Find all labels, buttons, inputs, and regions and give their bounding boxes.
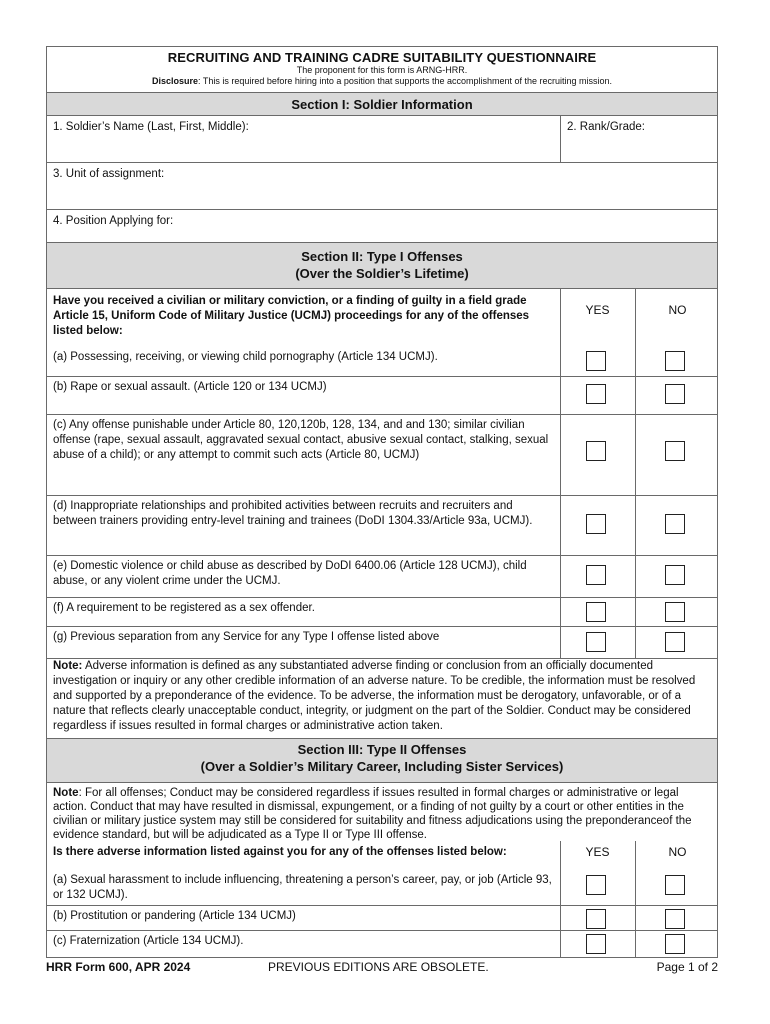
offense-text: (c) Fraternization (Article 134 UCMJ).: [53, 935, 244, 947]
section3-items: [47, 870, 717, 957]
disclosure-body: : This is required before hiring into a position that supports the accomplishment of the recruiting mission.: [197, 76, 613, 86]
proponent-text: The proponent for this form is ARNG-HRR.: [296, 65, 468, 75]
divider: [560, 347, 561, 376]
unit-assignment-field[interactable]: [47, 162, 717, 209]
divider: [635, 931, 636, 957]
offense-row: [47, 347, 717, 376]
divider: [560, 377, 561, 414]
offense-row: [47, 870, 717, 905]
section1-title: Section I: Soldier Information: [291, 97, 473, 112]
no-checkbox[interactable]: [665, 441, 685, 461]
offense-row: [47, 626, 717, 658]
yes-checkbox[interactable]: [586, 632, 606, 652]
divider: [560, 906, 561, 930]
section3-header: [47, 738, 717, 782]
divider: [560, 931, 561, 957]
section2-title: Section II: Type I Offenses: [301, 249, 463, 264]
form-footer: [46, 960, 718, 976]
divider: [560, 289, 561, 347]
divider: [560, 415, 561, 495]
section1-header: [47, 92, 717, 115]
no-checkbox[interactable]: [665, 934, 685, 954]
form-title: RECRUITING AND TRAINING CADRE SUITABILITY QUESTIONNAIRE: [167, 50, 597, 65]
no-checkbox[interactable]: [665, 875, 685, 895]
offense-text: (e) Domestic violence or child abuse as described by DoDI 6400.06 (Article 128 UCMJ), child abuse, or any violent crime under the UCMJ.: [53, 560, 527, 587]
form-header: [47, 47, 717, 92]
section3-note-row: [47, 782, 717, 870]
offense-text: (g) Previous separation from any Service for any Type I offense listed above: [53, 631, 440, 643]
section2-question: Have you received a civilian or military conviction, or a finding of guilty in a field grade Article 15, Uniform Code of Military Justice (UCMJ) proceedings for any of the offenses listed below:: [53, 295, 530, 337]
yes-checkbox[interactable]: [586, 875, 606, 895]
no-column-header: NO: [668, 845, 687, 859]
section3-title: Section III: Type II Offenses: [297, 742, 467, 757]
disclosure-label: Disclosure: [151, 76, 198, 86]
divider: [635, 415, 636, 495]
section2-note-label: Note:: [53, 660, 83, 672]
yes-checkbox[interactable]: [586, 514, 606, 534]
divider: [560, 598, 561, 626]
no-checkbox[interactable]: [665, 514, 685, 534]
offense-row: [47, 376, 717, 414]
rank-grade-field[interactable]: [561, 116, 717, 162]
no-checkbox[interactable]: [665, 351, 685, 371]
yes-checkbox[interactable]: [586, 565, 606, 585]
offense-text: (b) Prostitution or pandering (Article 134 UCMJ): [53, 910, 296, 922]
no-checkbox[interactable]: [665, 384, 685, 404]
disclosure-text: [47, 76, 717, 87]
divider: [635, 627, 636, 658]
offense-text: (a) Possessing, receiving, or viewing child pornography (Article 134 UCMJ).: [53, 351, 438, 363]
yes-checkbox[interactable]: [586, 441, 606, 461]
offense-text: (a) Sexual harassment to include influencing, threatening a person’s career, pay, or job (Article 93, or 132 UCMJ).: [53, 874, 552, 901]
section3-note: [47, 783, 717, 843]
offense-row: [47, 930, 717, 957]
no-checkbox[interactable]: [665, 565, 685, 585]
yes-checkbox[interactable]: [586, 602, 606, 622]
yes-checkbox[interactable]: [586, 909, 606, 929]
section3-subtitle: (Over a Soldier’s Military Career, Including Sister Services): [200, 759, 564, 774]
section2-header: [47, 242, 717, 288]
divider: [560, 870, 561, 905]
position-applying-label: 4. Position Applying for:: [53, 215, 174, 227]
offense-text: (f) A requirement to be registered as a sex offender.: [53, 602, 315, 614]
yes-checkbox[interactable]: [586, 351, 606, 371]
page-number: Page 1 of 2: [656, 960, 718, 974]
section2-subtitle: (Over the Soldier’s Lifetime): [295, 266, 469, 281]
position-applying-field[interactable]: [47, 209, 717, 242]
editions-notice: PREVIOUS EDITIONS ARE OBSOLETE.: [268, 960, 489, 974]
unit-assignment-label: 3. Unit of assignment:: [53, 168, 165, 180]
no-checkbox[interactable]: [665, 632, 685, 652]
section2-question-row: [47, 288, 717, 347]
section3-question: Is there adverse information listed against you for any of the offenses listed below:: [53, 846, 507, 858]
divider: [560, 627, 561, 658]
yes-column-header: YES: [585, 303, 610, 317]
no-column-header: NO: [668, 303, 687, 317]
divider: [560, 496, 561, 555]
yes-checkbox[interactable]: [586, 384, 606, 404]
divider: [635, 556, 636, 597]
rank-grade-label: 2. Rank/Grade:: [567, 121, 645, 133]
offense-text: (c) Any offense punishable under Article 80, 120,120b, 128, 134, and and 130; similar civilian offense (rape, sexual assault, aggravated sexual contact, abusive sexual contact, stalking, sexual abuse of a child); or any attempt to commit such acts (Article 80, UCMJ): [53, 419, 549, 461]
name-rank-row: [47, 115, 717, 162]
divider: [635, 289, 636, 347]
offense-text: (b) Rape or sexual assault. (Article 120 or 134 UCMJ): [53, 381, 327, 393]
yes-column-header: YES: [585, 845, 610, 859]
soldier-name-field[interactable]: [47, 116, 552, 162]
offense-row: [47, 597, 717, 626]
offense-row: [47, 495, 717, 555]
divider: [635, 870, 636, 905]
section2-note: [47, 658, 717, 738]
offense-row: [47, 414, 717, 495]
divider: [635, 906, 636, 930]
section3-note-text: : For all offenses; Conduct may be considered regardless if issues resulted in formal charges or administrative or legal action. Conduct that may have resulted in dismissal, expungement, or a finding of not guilty by a court or other entities in the civilian or military justice system may still be considered for suitability and fitness adjudications using the preponderanceof the evidence standard, but will be adjudicated as a Type II or Type III offense.: [53, 787, 692, 841]
no-checkbox[interactable]: [665, 602, 685, 622]
divider: [635, 347, 636, 376]
form-id: HRR Form 600, APR 2024: [46, 960, 191, 974]
no-checkbox[interactable]: [665, 909, 685, 929]
section3-note-label: Note: [53, 787, 79, 799]
divider: [560, 556, 561, 597]
divider: [635, 496, 636, 555]
yes-checkbox[interactable]: [586, 934, 606, 954]
offense-text: (d) Inappropriate relationships and prohibited activities between recruits and recruiters and between trainers providing entry-level training and trainees (DoDI 1304.33/Article 93a, UCMJ).: [53, 500, 533, 527]
soldier-name-label: 1. Soldier’s Name (Last, First, Middle):: [53, 121, 249, 133]
offense-row: [47, 555, 717, 597]
divider: [635, 377, 636, 414]
section2-items: [47, 347, 717, 658]
divider: [635, 598, 636, 626]
questionnaire-form: [46, 46, 718, 958]
offense-row: [47, 905, 717, 930]
section2-note-text: Adverse information is defined as any substantiated adverse finding or conclusion from an officially documented investigation or inquiry or any other credible information of an adverse nature. To be credible, the information must be resolved and supported by a preponderance of the evidence. To be adverse, the information must be derogatory, unfavorable, or of a nature that reflects clearly unacceptable conduct, integrity, or judgment on the part of the Soldier. Conduct may be considered regardless if issues resulted in formal charges or administrative action taken.: [53, 660, 696, 732]
